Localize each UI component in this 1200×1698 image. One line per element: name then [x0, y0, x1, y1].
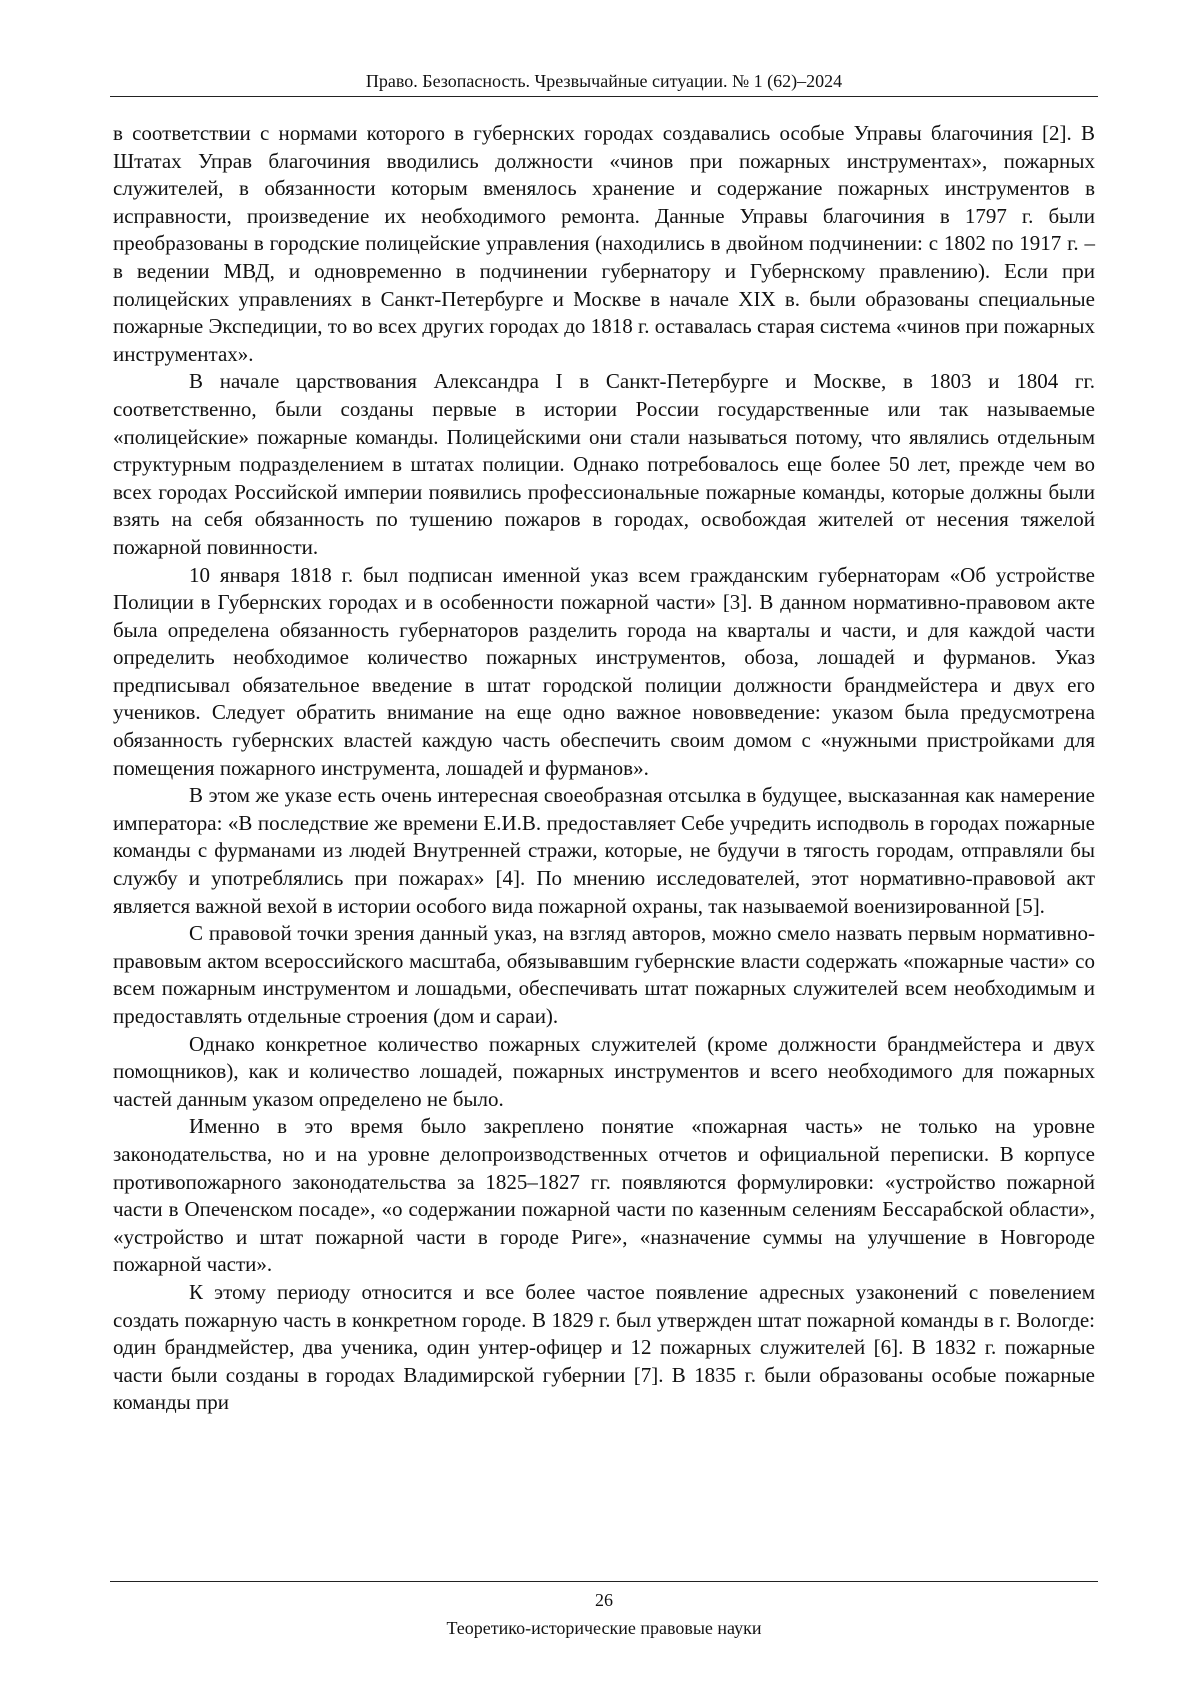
- body-paragraph: Именно в это время было закреплено понятие «пожарная часть» не только на уровне законодательства, но и на уровне делопроизводственных отчетов и официальной переписки. В корпусе противопожарного законодательства за 1825–1827 гг. появляются формулировки: «устройство пожарной части в Опеченском посаде», «о содержании пожарной части по казенным селениям Бессарабской области», «устройство и штат пожарной части в городе Риге», «назначение суммы на улучшение в Новгороде пожарной части».: [113, 1114, 1095, 1277]
- journal-header: [110, 70, 1098, 97]
- page-footer: [110, 1581, 1098, 1640]
- section-name: Теоретико-исторические правовые науки: [446, 1618, 762, 1638]
- body-paragraph: С правовой точки зрения данный указ, на взгляд авторов, можно смело назвать первым нормативно-правовым актом всероссийского масштаба, обязывавшим губернские власти содержать «пожарные части» со всем пожарным инструментом и лошадьми, обеспечивать штат пожарных служителей всем необходимым и предоставлять отдельные строения (дом и сараи).: [113, 921, 1095, 1028]
- body-paragraph: К этому периоду относится и все более частое появление адресных узаконений с повелением создать пожарную часть в конкретном городе. В 1829 г. был утвержден штат пожарной команды в г. Вологде: один брандмейстер, два ученика, один унтер-офицер и 12 пожарных служителей [6]. В 1832 г. пожарные части были созданы в городах Владимирской губернии [7]. В 1835 г. были образованы особые пожарные команды при: [113, 1279, 1095, 1415]
- body-paragraph: Однако конкретное количество пожарных служителей (кроме должности брандмейстера и двух помощников), как и количество лошадей, пожарных инструментов и всего необходимого для пожарных частей данным указом определено не было.: [113, 1031, 1095, 1111]
- article-body: [113, 120, 1095, 1417]
- body-paragraph: в соответствии с нормами которого в губернских городах создавались особые Управы благочиния [2]. В Штатах Управ благочиния вводились должности «чинов при пожарных инструментах», пожарных служителей, в обязанности которым вменялось хранение и содержание пожарных инструментов в исправности, произведение их необходимого ремонта. Данные Управы благочиния в 1797 г. были преобразованы в городские полицейские управления (находились в двойном подчинении: с 1802 по 1917 г. – в ведении МВД, и одновременно в подчинении губернатору и Губернскому правлению). Если при полицейских управлениях в Санкт-Петербурге и Москве в начале XIX в. были образованы специальные пожарные Экспедиции, то во всех других городах до 1818 г. оставалась старая система «чинов при пожарных инструментах».: [113, 121, 1095, 366]
- body-paragraph: В этом же указе есть очень интересная своеобразная отсылка в будущее, высказанная как намерение императора: «В последствие же времени Е.И.В. предоставляет Себе учредить исподволь в городах пожарные команды с фурманами из людей Внутренней стражи, которые, не будучи в тягость городам, отправляли бы службу и употреблялись при пожарах» [4]. По мнению исследователей, этот нормативно-правовой акт является важной вехой в истории особого вида пожарной охраны, так называемой военизированной [5].: [113, 783, 1095, 918]
- page-number: 26: [595, 1590, 613, 1610]
- body-paragraph: В начале царствования Александра I в Санкт-Петербурге и Москве, в 1803 и 1804 гг. соответственно, были созданы первые в истории России государственные или так называемые «полицейские» пожарные команды. Полицейскими они стали называться потому, что являлись отдельным структурным подразделением в штатах полиции. Однако потребовалось еще более 50 лет, прежде чем во всех городах Российской империи появились профессиональные пожарные команды, которые должны были взять на себя обязанность по тушению пожаров в городах, освобождая жителей от несения тяжелой пожарной повинности.: [113, 369, 1095, 559]
- journal-title: Право. Безопасность. Чрезвычайные ситуации. № 1 (62)–2024: [365, 71, 843, 91]
- body-paragraph: 10 января 1818 г. был подписан именной указ всем гражданским губернаторам «Об устройстве Полиции в Губернских городах и в особенности пожарной части» [3]. В данном нормативно-правовом акте была определена обязанность губернаторов разделить города на кварталы и части, и для каждой части определить необходимое количество пожарных инструментов, обоза, лошадей и фурманов. Указ предписывал обязательное введение в штат городской полиции должности брандмейстера и двух его учеников. Следует обратить внимание на еще одно важное нововведение: указом была предусмотрена обязанность губернских властей каждую часть обеспечить своим домом с «нужными пристройками для помещения пожарного инструмента, лошадей и фурманов».: [113, 562, 1095, 780]
